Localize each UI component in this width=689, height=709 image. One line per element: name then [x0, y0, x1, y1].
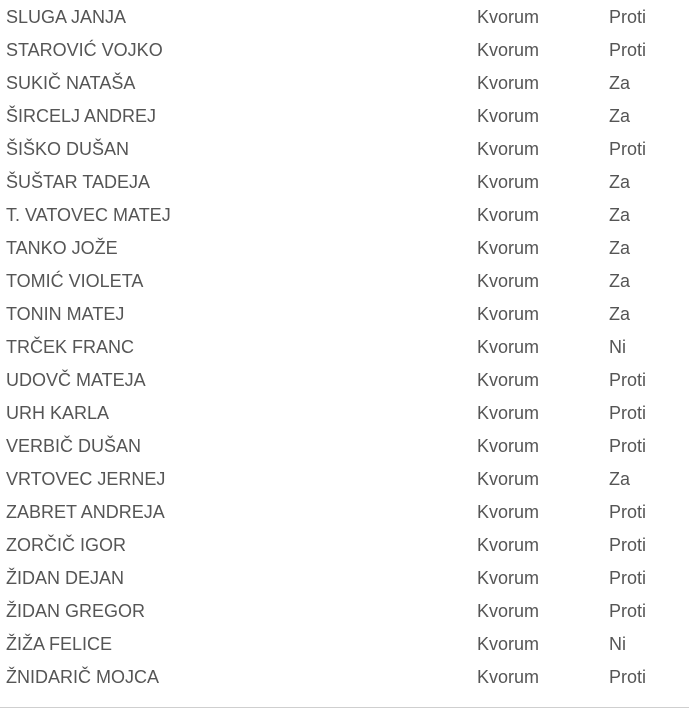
presence-status: Kvorum: [477, 139, 540, 159]
vote-value: Ni: [609, 337, 626, 357]
presence-status: Kvorum: [477, 172, 540, 192]
member-name: ŽIŽA FELICE: [6, 634, 113, 654]
member-name: UDOVČ MATEJA: [6, 370, 146, 390]
table-row: [0, 595, 689, 628]
vote-value: Za: [609, 73, 631, 93]
member-name: ŠIRCELJ ANDREJ: [6, 106, 157, 126]
vote-results-table: [0, 1, 689, 694]
presence-status: Kvorum: [477, 205, 540, 225]
member-name: ŽNIDARIČ MOJCA: [6, 667, 159, 687]
presence-status: Kvorum: [477, 502, 540, 522]
table-row: [0, 67, 689, 100]
table-row: [0, 430, 689, 463]
member-name: TONIN MATEJ: [6, 304, 125, 324]
member-name: TRČEK FRANC: [6, 337, 135, 357]
vote-value: Za: [609, 106, 631, 126]
presence-status: Kvorum: [477, 106, 540, 126]
member-name: ŠUŠTAR TADEJA: [6, 172, 151, 192]
table-row: [0, 628, 689, 661]
member-name: T. VATOVEC MATEJ: [6, 205, 171, 225]
presence-status: Kvorum: [477, 40, 540, 60]
vote-value: Proti: [609, 40, 647, 60]
vote-value: Za: [609, 205, 631, 225]
member-name: SUKIČ NATAŠA: [6, 73, 136, 93]
vote-value: Proti: [609, 7, 647, 27]
table-row: [0, 1, 689, 34]
table-bottom-divider: [0, 707, 689, 708]
table-row: [0, 562, 689, 595]
member-name: ZORČIČ IGOR: [6, 535, 126, 555]
member-name: STAROVIĆ VOJKO: [6, 40, 163, 60]
table-row: [0, 232, 689, 265]
table-row: [0, 133, 689, 166]
presence-status: Kvorum: [477, 667, 540, 687]
table-row: [0, 661, 689, 694]
vote-value: Proti: [609, 403, 647, 423]
member-name: TOMIĆ VIOLETA: [6, 271, 144, 291]
member-name: ŠIŠKO DUŠAN: [6, 139, 130, 159]
table-row: [0, 331, 689, 364]
table-row: [0, 496, 689, 529]
table-row: [0, 100, 689, 133]
member-name: ŽIDAN DEJAN: [6, 568, 125, 588]
vote-value: Proti: [609, 667, 647, 687]
presence-status: Kvorum: [477, 238, 540, 258]
member-name: ŽIDAN GREGOR: [6, 601, 146, 621]
table-row: [0, 298, 689, 331]
table-row: [0, 34, 689, 67]
vote-value: Ni: [609, 634, 626, 654]
table-row: [0, 463, 689, 496]
presence-status: Kvorum: [477, 370, 540, 390]
vote-value: Za: [609, 238, 631, 258]
member-name: URH KARLA: [6, 403, 110, 423]
table-row: [0, 166, 689, 199]
table-row: [0, 199, 689, 232]
vote-value: Proti: [609, 139, 647, 159]
member-name: SLUGA JANJA: [6, 7, 127, 27]
vote-value: Za: [609, 271, 631, 291]
member-name: TANKO JOŽE: [6, 238, 118, 258]
vote-value: Proti: [609, 601, 647, 621]
vote-value: Za: [609, 172, 631, 192]
presence-status: Kvorum: [477, 403, 540, 423]
presence-status: Kvorum: [477, 7, 540, 27]
member-name: ZABRET ANDREJA: [6, 502, 165, 522]
presence-status: Kvorum: [477, 469, 540, 489]
vote-value: Proti: [609, 436, 647, 456]
vote-value: Proti: [609, 502, 647, 522]
vote-value: Proti: [609, 568, 647, 588]
vote-value: Za: [609, 304, 631, 324]
presence-status: Kvorum: [477, 271, 540, 291]
presence-status: Kvorum: [477, 73, 540, 93]
member-name: VERBIČ DUŠAN: [6, 436, 142, 456]
table-row: [0, 265, 689, 298]
presence-status: Kvorum: [477, 568, 540, 588]
presence-status: Kvorum: [477, 601, 540, 621]
presence-status: Kvorum: [477, 304, 540, 324]
table-row: [0, 364, 689, 397]
table-row: [0, 397, 689, 430]
presence-status: Kvorum: [477, 436, 540, 456]
vote-value: Proti: [609, 535, 647, 555]
table-row: [0, 529, 689, 562]
presence-status: Kvorum: [477, 535, 540, 555]
vote-results-body: [0, 1, 689, 694]
presence-status: Kvorum: [477, 634, 540, 654]
presence-status: Kvorum: [477, 337, 540, 357]
vote-value: Proti: [609, 370, 647, 390]
member-name: VRTOVEC JERNEJ: [6, 469, 166, 489]
vote-value: Za: [609, 469, 631, 489]
